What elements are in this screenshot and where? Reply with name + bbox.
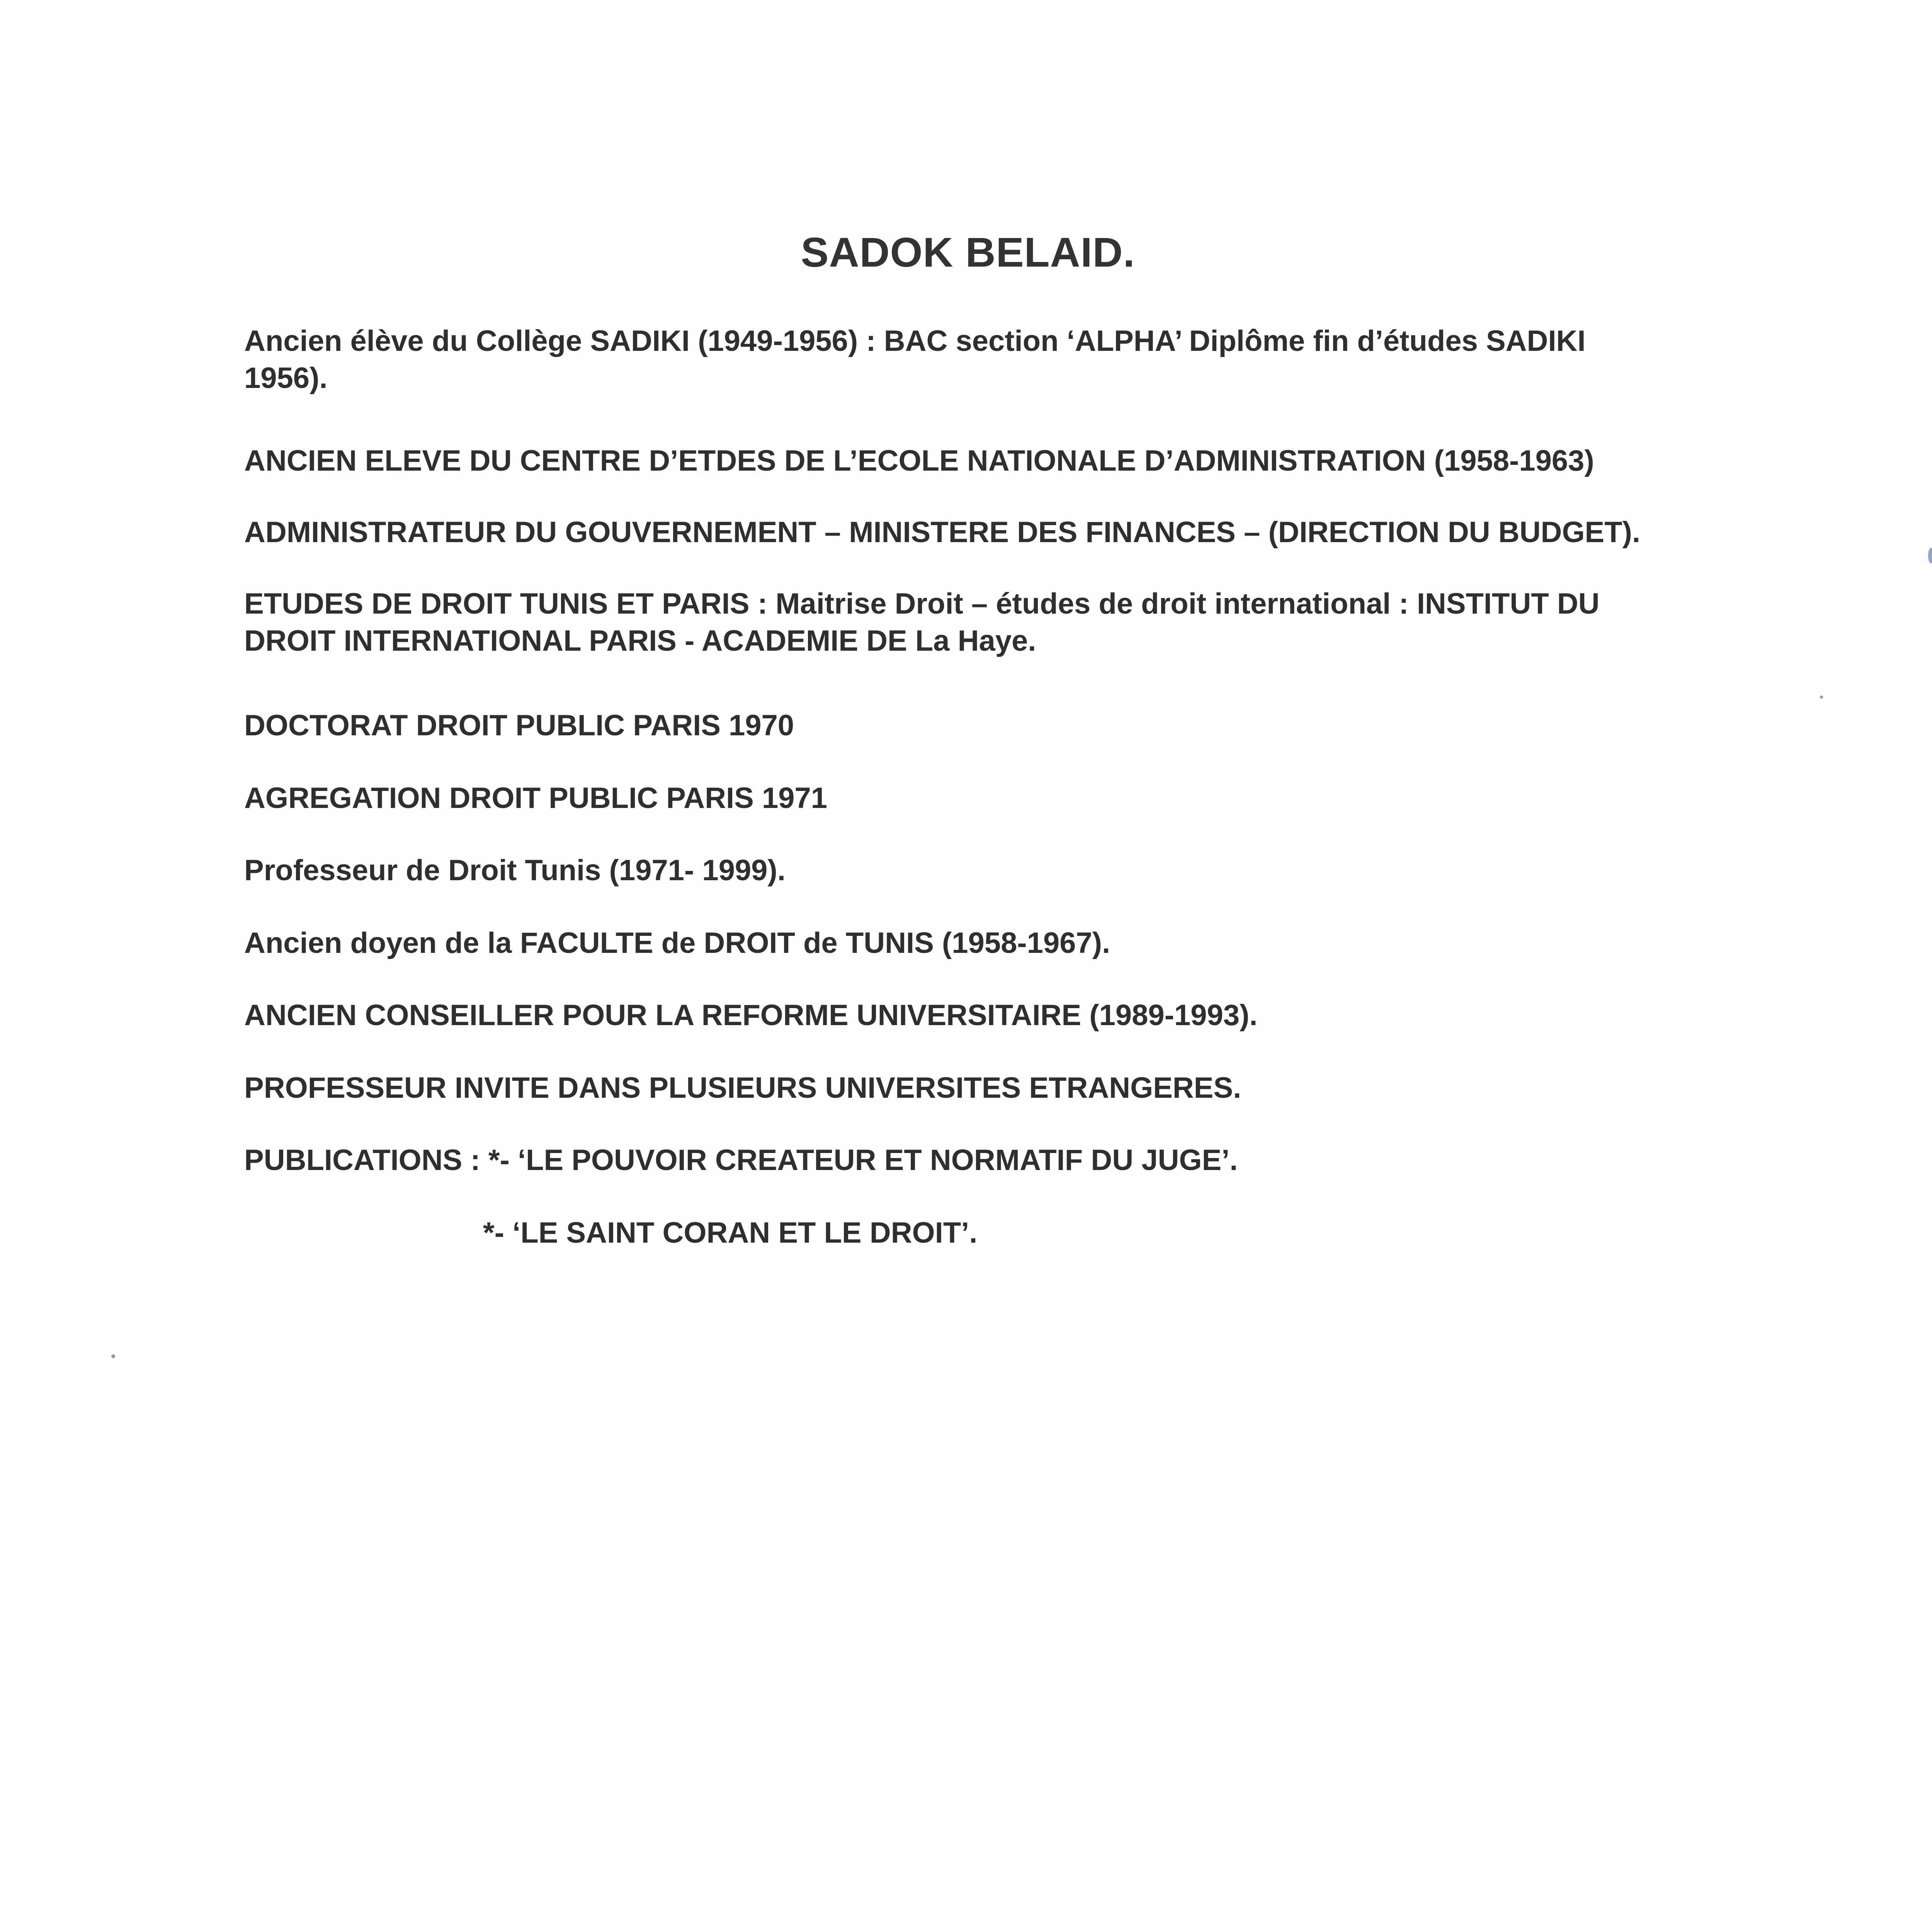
scan-speck	[111, 1354, 115, 1358]
entry-conseiller	[244, 997, 1705, 1034]
entry-sadiki	[244, 323, 1705, 397]
entry-line: DOCTORAT DROIT PUBLIC PARIS 1970	[244, 709, 794, 742]
entry-line: PROFESSEUR INVITE DANS PLUSIEURS UNIVERSITES ETRANGERES.	[244, 1071, 1242, 1104]
entry-line: Ancien doyen de la FACULTE de DROIT de TUNIS (1958-1967).	[244, 927, 1111, 959]
entry-publications	[244, 1142, 1705, 1179]
entry-etudes	[244, 585, 1705, 660]
entry-doctorat	[244, 707, 1705, 744]
entry-agregation	[244, 780, 1705, 817]
entry-line: 1956).	[244, 362, 328, 395]
scan-speck	[1928, 548, 1932, 563]
entry-ena	[244, 442, 1705, 480]
entry-publication-2	[483, 1214, 1932, 1252]
entry-line: DROIT INTERNATIONAL PARIS - ACADEMIE DE La Haye.	[244, 624, 1036, 657]
scan-speck	[1820, 696, 1823, 699]
entry-line: *- ‘LE SAINT CORAN ET LE DROIT’.	[483, 1216, 978, 1249]
entry-line: Ancien élève du Collège SADIKI (1949-1956) : BAC section ‘ALPHA’ Diplôme fin d’études SADIKI	[244, 325, 1586, 357]
entry-administrateur	[244, 514, 1705, 551]
entry-professeur	[244, 852, 1705, 889]
entry-line: ETUDES DE DROIT TUNIS ET PARIS : Maitrise Droit – études de droit international : INSTITUT DU	[244, 587, 1600, 620]
entry-line: ADMINISTRATEUR DU GOUVERNEMENT – MINISTERE DES FINANCES – (DIRECTION DU BUDGET).	[244, 516, 1640, 549]
entry-line: ANCIEN CONSEILLER POUR LA REFORME UNIVERSITAIRE (1989-1993).	[244, 999, 1258, 1032]
entry-doyen	[244, 925, 1705, 962]
entry-line: ANCIEN ELEVE DU CENTRE D’ETDES DE L’ECOLE NATIONALE D’ADMINISTRATION (1958-1963)	[244, 444, 1594, 477]
entry-line: Professeur de Droit Tunis (1971- 1999).	[244, 854, 786, 887]
entry-professeur-invite	[244, 1070, 1705, 1107]
entry-line: AGREGATION DROIT PUBLIC PARIS 1971	[244, 782, 827, 815]
entry-line: PUBLICATIONS : *- ‘LE POUVOIR CREATEUR ET NORMATIF DU JUGE’.	[244, 1144, 1238, 1177]
page-title: SADOK BELAID.	[801, 229, 1135, 276]
